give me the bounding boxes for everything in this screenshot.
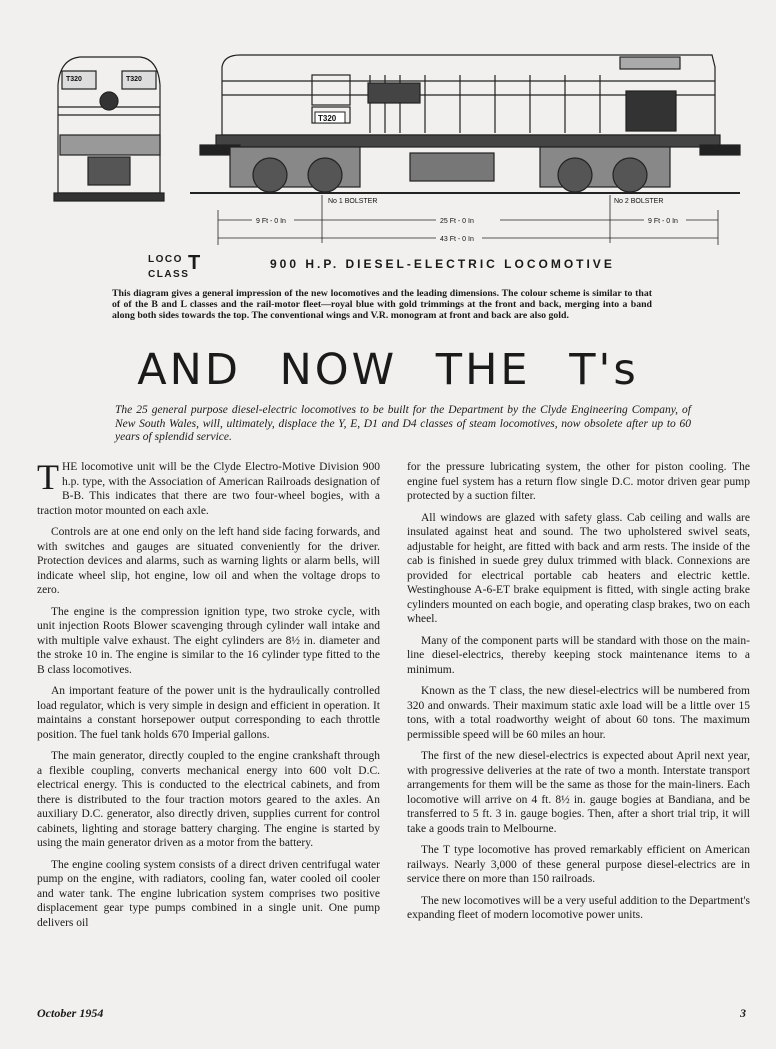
footer-date: October 1954 xyxy=(37,1006,104,1020)
article-column-right xyxy=(407,460,750,930)
class-letter: T xyxy=(188,252,201,274)
diagram-caption: This diagram gives a general impression of the new locomotives and the leading dimensions. The colour scheme is similar to that of of the B and L classes and the rail-motor fleet—royal blue with gold trimmings at the front and back, merging into a band along both sides towards the top. The conventional wings and V.R. monogram at front and back are also gold. xyxy=(112,288,652,321)
side-number: T320 xyxy=(318,114,337,123)
headline: AND NOW THE T's xyxy=(137,345,639,395)
cab-number-left: T320 xyxy=(66,76,82,83)
drop-cap: T xyxy=(37,457,59,497)
paragraph: The engine is the compression ignition type, two stroke cycle, with unit injection Roots Blower scavenging through cylinder wall intake and with multiple valve exhaust. The eight cylinders are 8½ in. diameter and the stroke 10 in. The engine is similar to the 16 cylinder type fitted to the B class locomotives. xyxy=(37,605,380,676)
paragraph xyxy=(37,457,380,518)
locomotive-diagram xyxy=(40,45,750,260)
page-number: 3 xyxy=(740,1006,746,1020)
paragraph: An important feature of the power unit is the hydraulically controlled load regulator, which is very simple in design and efficient in operation. It maintains a constant horsepower output corresponding to each throttle position. The fuel tank holds 670 Imperial gallons. xyxy=(37,685,380,741)
article-column-left xyxy=(37,457,380,937)
paragraph: The T type locomotive has proved remarkably efficient on American railways. Nearly 3,000 of these general purpose diesel-electrics are in service there on more than 150 railroads. xyxy=(407,844,750,885)
paragraph: The new locomotives will be a very useful addition to the Department's expanding fleet of modern locomotive power units. xyxy=(407,894,750,921)
bolster-2-label: No 2 BOLSTER xyxy=(614,198,664,205)
dimension-left: 9 Ft - 0 In xyxy=(256,218,286,225)
paragraph: Many of the component parts will be standard with those on the main-line diesel-electrics, thereby keeping stock maintenance items to a minimum. xyxy=(407,634,750,676)
paragraph-text: HE locomotive unit will be the Clyde Electro-Motive Division 900 h.p. type, with the Association of American Railroads designation of B-B. This indicates that there are two four-wheel bogies, with a traction motor mounted on each axle. xyxy=(37,461,380,517)
paragraph: The engine cooling system consists of a direct driven centrifugal water pump on the engine, with radiators, cooling fan, water cooled oil cooler and water tank. The engine lubrication system comprises two positive displacement gear type pumps combined in a single unit. One pump delivers oil xyxy=(37,858,380,929)
paragraph: Controls are at one end only on the left hand side facing forwards, and with switches and gauges are situated conveniently for the driver. Protection devices and alarms, such as warning lights or alarm bells, will indicate wheel slip, hot engine, low oil and when the voltage drops to zero. xyxy=(37,526,380,596)
cab-number-right: T320 xyxy=(126,76,142,83)
dimension-total: 43 Ft - 0 In xyxy=(440,236,474,243)
subtitle: The 25 general purpose diesel-electric locomotives to be built for the Department by the Clyde Engineering Company, of New South Wales, will, ultimately, displace the Y, E, D1 and D4 classes of steam locomotives, now obsolete after up to 60 years of splendid service. xyxy=(115,404,691,443)
paragraph: The first of the new diesel-electrics is expected about April next year, with progressive deliveries at the rate of two a month. Interstate transport arrangements for them will be the same as those for the main-liners. Each locomotive will arrive on 4 ft. 8½ in. gauge bogies at Bandiana, and be transferred to 5 ft. 3 in. gauge bogies. Then, after a short trial trip, it will take a goods train to Melbourne. xyxy=(407,750,750,835)
diagram-title: 900 H.P. DIESEL-ELECTRIC LOCOMOTIVE xyxy=(270,257,615,271)
class-label: CLASS xyxy=(148,269,190,280)
bolster-1-label: No 1 BOLSTER xyxy=(328,198,378,205)
paragraph: The main generator, directly coupled to the engine crankshaft through a flexible coupling, converts mechanical energy into 600 volt D.C. electrical energy. This is conducted to the electrical cabinets, and from there is distributed to the four traction motors geared to the axles. An auxiliary D.C. generator, also directly driven, supplies current for control cabinets, lighting and storage battery charging. The engine is started by using the main generator driven as a motor from the battery. xyxy=(37,750,380,849)
paragraph: All windows are glazed with safety glass. Cab ceiling and walls are insulated against heat and sound. The two upholstered swivel seats, adjustable for height, are fitted with back and arm rests. The inside of the cab is finished in suede grey dulux trimmed with black. Connexions are provided for electrical portable cab heaters and electric kettle. Westinghouse A-6-ET brake equipment is fitted, with single acting brake cylinders mounted on each bogie, and operating clasp brakes, two on each wheel. xyxy=(407,511,750,625)
paragraph: for the pressure lubricating system, the other for piston cooling. The engine fuel system has a return flow single D.C. motor driven gear pump protected by a suction filter. xyxy=(407,461,750,502)
dimension-right: 9 Ft - 0 In xyxy=(648,218,678,225)
paragraph: Known as the T class, the new diesel-electrics will be numbered from 320 and onwards. Their maximum static axle load will be a little over 15 tons, with a total roadworthy weight of about 60 tons. The maximum permissible speed will be 60 miles an hour. xyxy=(407,685,750,741)
dimension-center: 25 Ft - 0 In xyxy=(440,218,474,225)
loco-label: LOCO xyxy=(148,254,183,265)
loco-class-label xyxy=(148,252,189,282)
side-view xyxy=(190,55,740,193)
